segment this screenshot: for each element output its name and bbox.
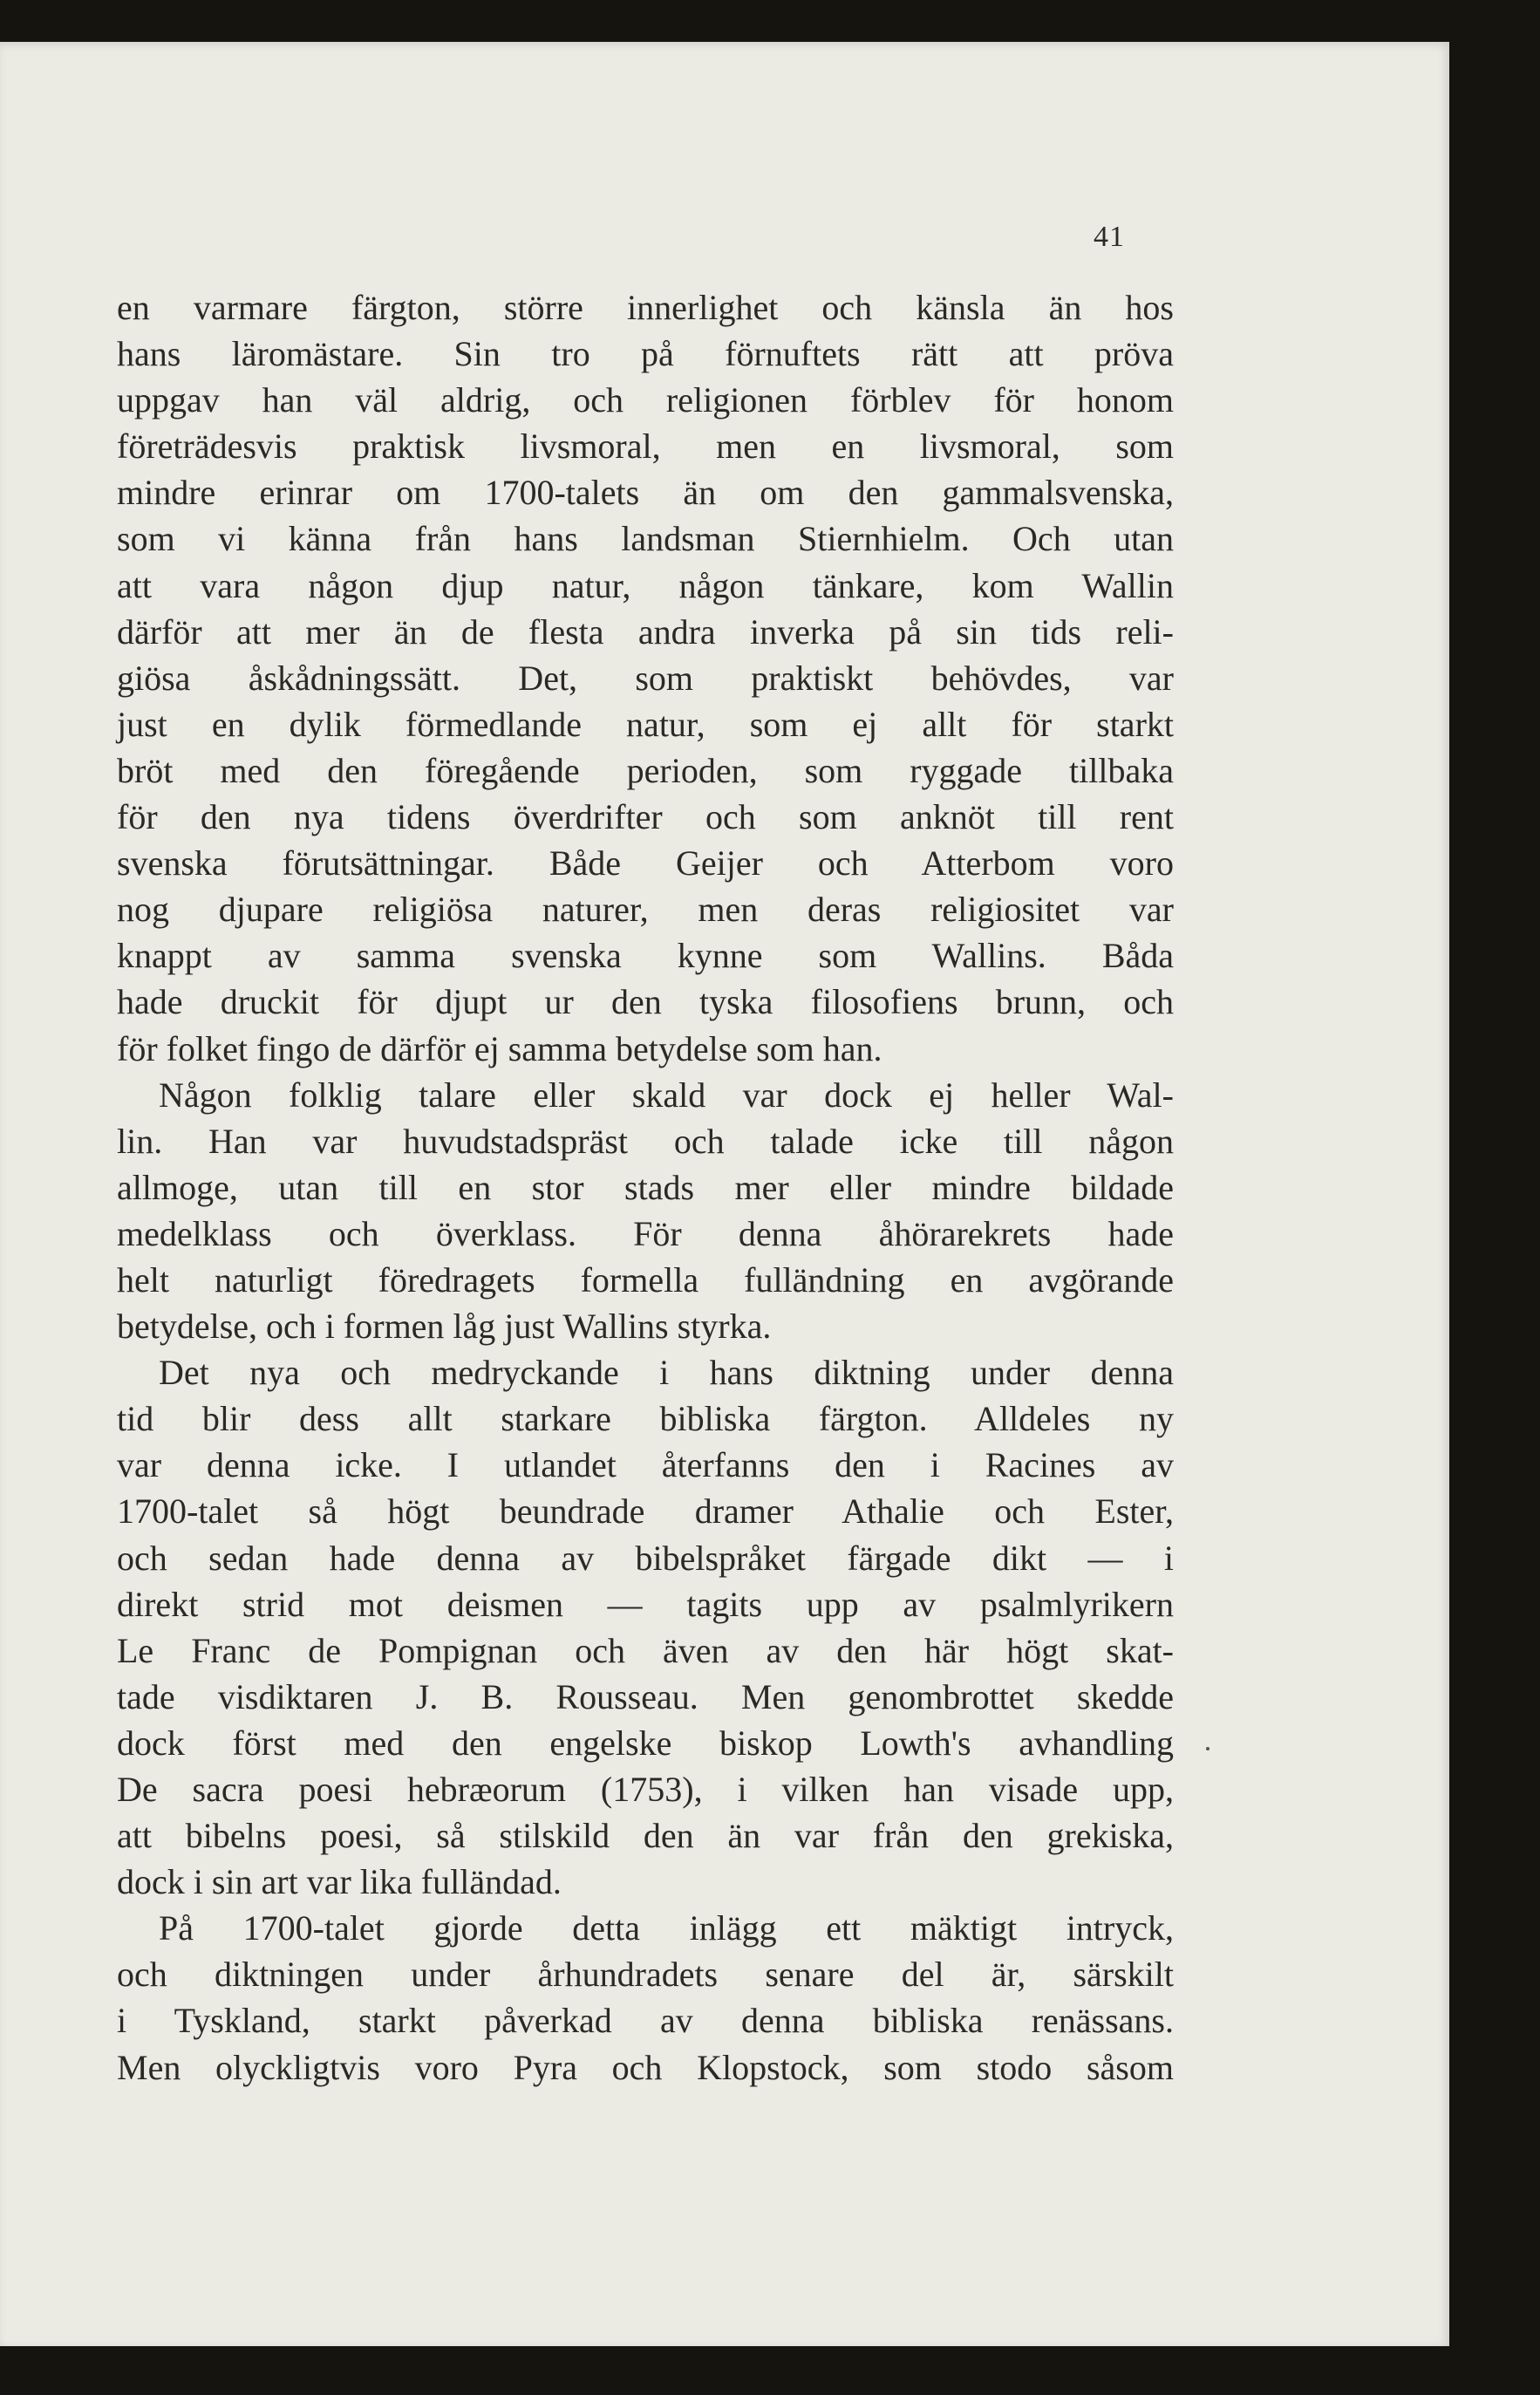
- text-line: helt naturligt föredragets formella fulländning en avgörande: [117, 1259, 1174, 1300]
- text-line: tid blir dess allt starkare bibliska färgton. Alldeles ny: [117, 1399, 1174, 1439]
- book-page: [0, 42, 1449, 2346]
- text-line: Det nya och medryckande i hans diktning under denna: [159, 1353, 1174, 1393]
- text-line: var denna icke. I utlandet återfanns den i Racines av: [117, 1445, 1174, 1485]
- text-line: just en dylik förmedlande natur, som ej allt för starkt: [117, 704, 1174, 744]
- text-line: i Tyskland, starkt påverkad av denna bibliska renässans.: [117, 2001, 1174, 2041]
- text-line: giösa åskådningssätt. Det, som praktiskt behövdes, var: [117, 658, 1174, 698]
- text-line: Men olyckligtvis voro Pyra och Klopstock, som stodo såsom: [117, 2047, 1174, 2087]
- text-line: lin. Han var huvudstadspräst och talade icke till någon: [117, 1121, 1174, 1161]
- text-line: att bibelns poesi, så stilskild den än var från den grekiska,: [117, 1816, 1174, 1856]
- text-line: tade visdiktaren J. B. Rousseau. Men genombrottet skedde: [117, 1676, 1174, 1716]
- text-line: dock i sin art var lika fulländad.: [117, 1862, 562, 1902]
- text-line: och diktningen under århundradets senare del är, särskilt: [117, 1955, 1174, 1995]
- text-line: att vara någon djup natur, någon tänkare, kom Wallin: [117, 565, 1174, 605]
- text-line: direkt strid mot deismen — tagits upp av psalmlyrikern: [117, 1584, 1174, 1624]
- ink-speck: [1206, 1747, 1210, 1750]
- text-line: nog djupare religiösa naturer, men deras religiositet var: [117, 890, 1174, 930]
- text-line: därför att mer än de flesta andra inverka på sin tids reli-: [117, 611, 1174, 652]
- text-line: svenska förutsättningar. Både Geijer och Atterbom voro: [117, 843, 1174, 884]
- text-line: medelklass och överklass. För denna åhörarekrets hade: [117, 1213, 1174, 1253]
- text-line: bröt med den föregående perioden, som ryggade tillbaka: [117, 750, 1174, 790]
- text-line: en varmare färgton, större innerlighet och känsla än hos: [117, 288, 1174, 327]
- text-line: för den nya tidens överdrifter och som anknöt till rent: [117, 797, 1174, 837]
- text-line: På 1700-talet gjorde detta inlägg ett mäktigt intryck,: [159, 1908, 1174, 1948]
- text-line: Någon folklig talare eller skald var dock ej heller Wal-: [159, 1075, 1174, 1115]
- text-line: knappt av samma svenska kynne som Wallins. Båda: [117, 936, 1174, 976]
- text-line: mindre erinrar om 1700-talets än om den gammalsvenska,: [117, 473, 1174, 513]
- text-line: uppgav han väl aldrig, och religionen förblev för honom: [117, 380, 1174, 420]
- text-line: hans läromästare. Sin tro på förnuftets rätt att pröva: [117, 334, 1174, 374]
- page-number: 41: [1094, 221, 1125, 253]
- text-line: Le Franc de Pompignan och även av den här högt skat-: [117, 1630, 1174, 1670]
- text-line: som vi känna från hans landsman Stiernhielm. Och utan: [117, 519, 1174, 559]
- text-line: betydelse, och i formen låg just Wallins styrka.: [117, 1307, 772, 1347]
- text-line: De sacra poesi hebræorum (1753), i vilken han visade upp,: [117, 1770, 1174, 1809]
- text-line: 1700-talet så högt beundrade dramer Athalie och Ester,: [117, 1491, 1174, 1532]
- text-line: dock först med den engelske biskop Lowth's avhandling: [117, 1723, 1174, 1763]
- text-line: företrädesvis praktisk livsmoral, men en livsmoral, som: [117, 426, 1174, 467]
- text-line: för folket fingo de därför ej samma betydelse som han.: [117, 1028, 882, 1068]
- text-line: allmoge, utan till en stor stads mer eller mindre bildade: [117, 1167, 1174, 1207]
- body-text: [117, 284, 1174, 2091]
- text-line: och sedan hade denna av bibelspråket färgade dikt — i: [117, 1538, 1174, 1578]
- text-line: hade druckit för djupt ur den tyska filosofiens brunn, och: [117, 982, 1174, 1022]
